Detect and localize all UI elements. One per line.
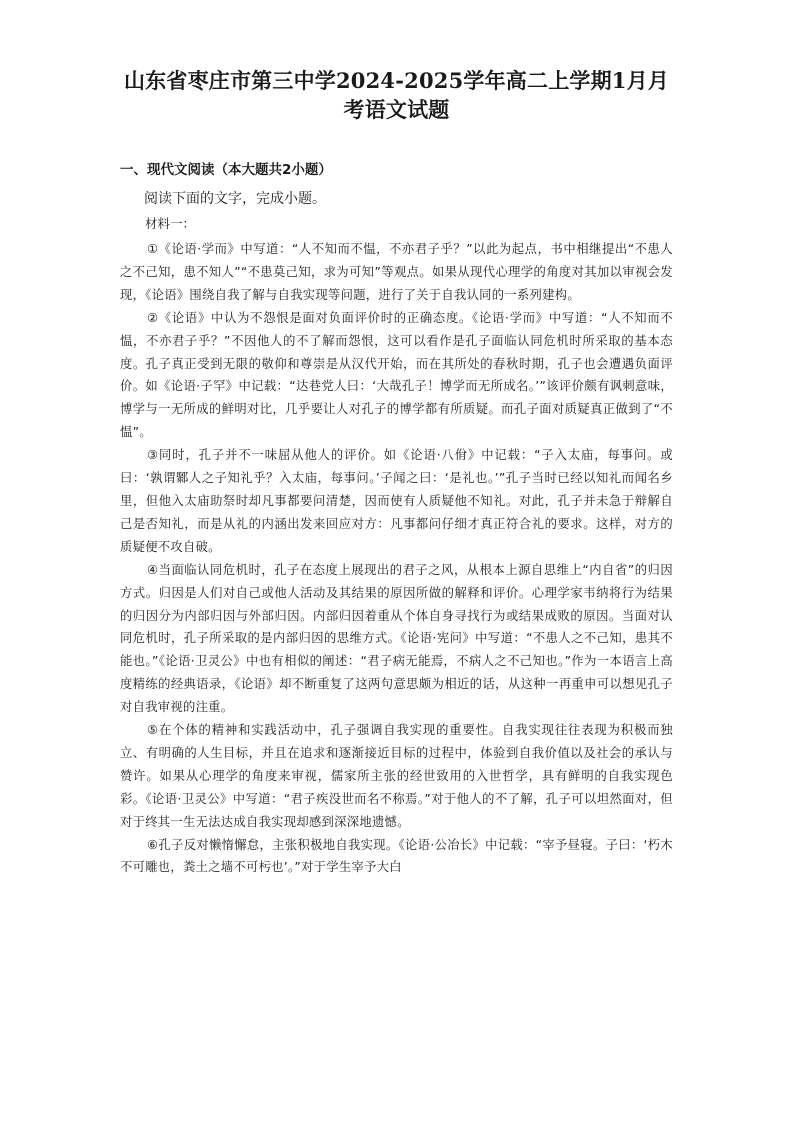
- title-line-1: 山东省枣庄市第三中学2024-2025学年高二上学期1月月: [123, 68, 670, 93]
- paragraph-4: ④当面临认同危机时，孔子在态度上展现出的君子之风，从根本上源自思维上“内自省”的归因方式。归因是人们对自己或他人活动及其结果的原因所做的解释和评价。心理学家韦纳将行为结果的归因分为内部归因与外部归因。内部归因着重从个体自身寻找行为或结果成败的原因。当面对认同危机时，孔子所采取的是内部归因的思维方式。《论语·宪问》中写道：“不患人之不己知，患其不能也。”《论语·卫灵公》中也有相似的阐述：“君子病无能焉，不病人之不己知也。”作为一本语言上高度精练的经典语录，《论语》却不断重复了这两句意思颇为相近的话，从这种一再重申可以想见孔子对自我审视的注重。: [120, 562, 673, 715]
- paragraph-1: ①《论语·学而》中写道：“人不知而不愠，不亦君子乎？”以此为起点，书中相继提出“不患人之不己知，患不知人”“不患莫己知，求为可知”等观点。如果从现代心理学的角度对其加以审视会发现，《论语》围绕自我了解与自我实现等问题，进行了关于自我认同的一系列建构。: [120, 242, 673, 302]
- paragraph-6: ⑥孔子反对懒惰懈怠，主张积极地自我实现。《论语·公冶长》中记载：“宰予昼寝。子曰：‘朽木不可雕也，粪土之墙不可杇也’。”对于学生宰予大白: [120, 837, 673, 875]
- paragraph-5: ⑤在个体的精神和实践活动中，孔子强调自我实现的重要性。自我实现往往表现为积极而独立、有明确的人生目标，并且在追求和逐渐接近目标的过程中，体验到自我价值以及社会的承认与赞许。如果从心理学的角度来审视，儒家所主张的经世致用的入世哲学，具有鲜明的自我实现色彩。《论语·卫灵公》中写道：“君子疾没世而名不称焉。”对于他人的不了解，孔子可以坦然面对，但对于终其一生无法达成自我实现却感到深深地遗憾。: [120, 723, 673, 829]
- passage-body: [120, 238, 673, 879]
- reading-instruction: 阅读下面的文字，完成小题。: [144, 191, 326, 207]
- material-label: 材料一：: [145, 216, 196, 231]
- section-heading: 一、现代文阅读（本大题共2小题）: [120, 162, 332, 178]
- title-line-2: 考语文试题: [343, 97, 450, 122]
- page-title: [100, 66, 693, 124]
- paragraph-3: ③同时，孔子并不一味屈从他人的评价。如《论语·八佾》中记载：“子入太庙，每事问。或曰：‘孰谓鄹人之子知礼乎？入太庙，每事问。’子闻之曰：‘是礼也。’”孔子当时已经以知礼而闻名乡里，但他入太庙助祭时却凡事都要问清楚，因而使有人质疑他不知礼。对此，孔子并未急于辩解自己是否知礼，而是从礼的内涵出发来回应对方：凡事都问仔细才真正符合礼的要求。这样，对方的质疑便不攻自破。: [120, 448, 673, 554]
- paragraph-2: ②《论语》中认为不怨恨是面对负面评价时的正确态度。《论语·学而》中写道：“人不知而不愠，不亦君子乎？”不因他人的不了解而怨恨，这可以看作是孔子面临认同危机时所采取的基本态度。孔子真正受到无限的敬仰和尊崇是从汉代开始，而在其所处的春秋时期，孔子也会遭遇负面评价。如《论语·子罕》中记载：“达巷党人曰：‘大哉孔子！博学而无所成名。’”该评价颇有讽刺意味，博学与一无所成的鲜明对比，几乎要让人对孔子的博学都有所质疑。而孔子面对质疑真正做到了“不愠”。: [120, 310, 673, 440]
